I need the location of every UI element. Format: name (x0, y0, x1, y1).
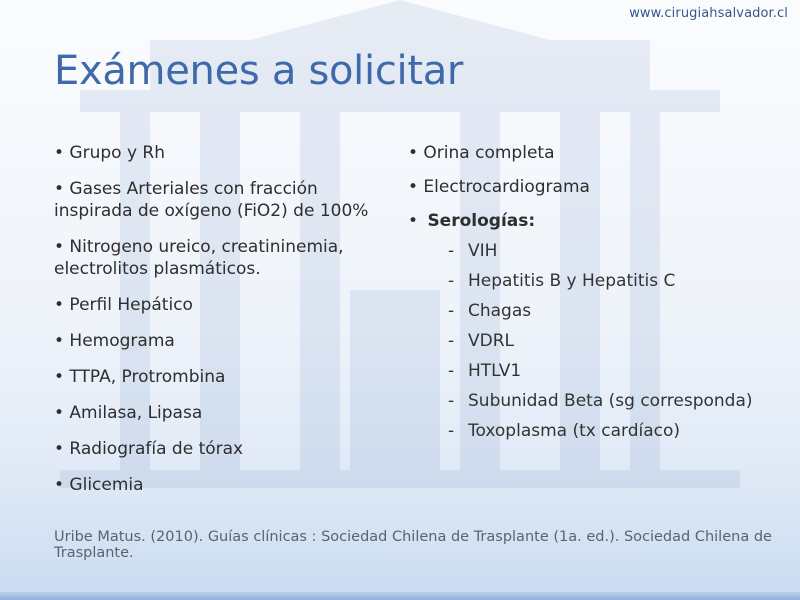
list-item (54, 236, 409, 280)
citation-text: Uribe Matus. (2010). Guías clínicas : Sociedad Chilena de Trasplante (1a. ed.). Sociedad Chilena de Trasplante. (54, 529, 772, 561)
slide-title: Exámenes a solicitar (54, 48, 464, 94)
list-item-text: • Orina completa (408, 143, 555, 163)
dash-glyph: - (448, 301, 455, 321)
dash-glyph: - (448, 331, 455, 351)
dash-glyph: - (448, 361, 455, 381)
serologias-sublist (408, 236, 788, 446)
list-item (54, 438, 409, 460)
list-item-text-continuation: electrolitos plasmáticos. (54, 259, 261, 279)
list-item-text: • Glicemia (54, 475, 144, 495)
list-item (54, 294, 409, 316)
sublist-item (408, 326, 788, 356)
sublist-item-text: Chagas (468, 301, 532, 321)
website-url: www.cirugiahsalvador.cl (629, 6, 788, 21)
list-item-text-continuation: inspirada de oxígeno (FiO2) de 100% (54, 201, 369, 221)
sublist-item-text: VDRL (468, 331, 515, 351)
dash-glyph: - (448, 241, 455, 261)
list-item (54, 142, 409, 164)
list-item-text: • Electrocardiograma (408, 177, 590, 197)
list-item-text: • Nitrogeno ureico, creatininemia, (54, 237, 344, 257)
serologias-label: Serologías: (427, 211, 536, 231)
left-exam-list (54, 142, 409, 510)
sublist-item-text: VIH (468, 241, 498, 261)
dash-glyph: - (448, 421, 455, 441)
list-item (54, 178, 409, 222)
list-item-text: • Grupo y Rh (54, 143, 166, 163)
sublist-item-text: Hepatitis B y Hepatitis C (468, 271, 676, 291)
sublist-item (408, 386, 788, 416)
sublist-item (408, 356, 788, 386)
right-exam-list (408, 142, 788, 446)
list-item (408, 176, 788, 198)
list-item (54, 474, 409, 496)
list-item-text: • TTPA, Protrombina (54, 367, 226, 387)
sublist-item (408, 416, 788, 446)
sublist-item (408, 296, 788, 326)
list-item-text: • Amilasa, Lipasa (54, 403, 203, 423)
sublist-item (408, 236, 788, 266)
list-item (54, 366, 409, 388)
list-item-text: • Radiografía de tórax (54, 439, 244, 459)
list-item-text: • Gases Arteriales con fracción (54, 179, 318, 199)
list-item (54, 402, 409, 424)
dash-glyph: - (448, 391, 455, 411)
list-item-text: • Perfil Hepático (54, 295, 193, 315)
list-item (408, 142, 788, 164)
serologias-item (408, 210, 788, 232)
list-item (54, 330, 409, 352)
sublist-item-text: Subunidad Beta (sg corresponda) (468, 391, 753, 411)
list-item-text: • Hemograma (54, 331, 175, 351)
bullet-glyph: • (408, 211, 419, 231)
dash-glyph: - (448, 271, 455, 291)
sublist-item (408, 266, 788, 296)
sublist-item-text: HTLV1 (468, 361, 522, 381)
sublist-item-text: Toxoplasma (tx cardíaco) (468, 421, 681, 441)
bottom-accent-bar (0, 592, 800, 600)
